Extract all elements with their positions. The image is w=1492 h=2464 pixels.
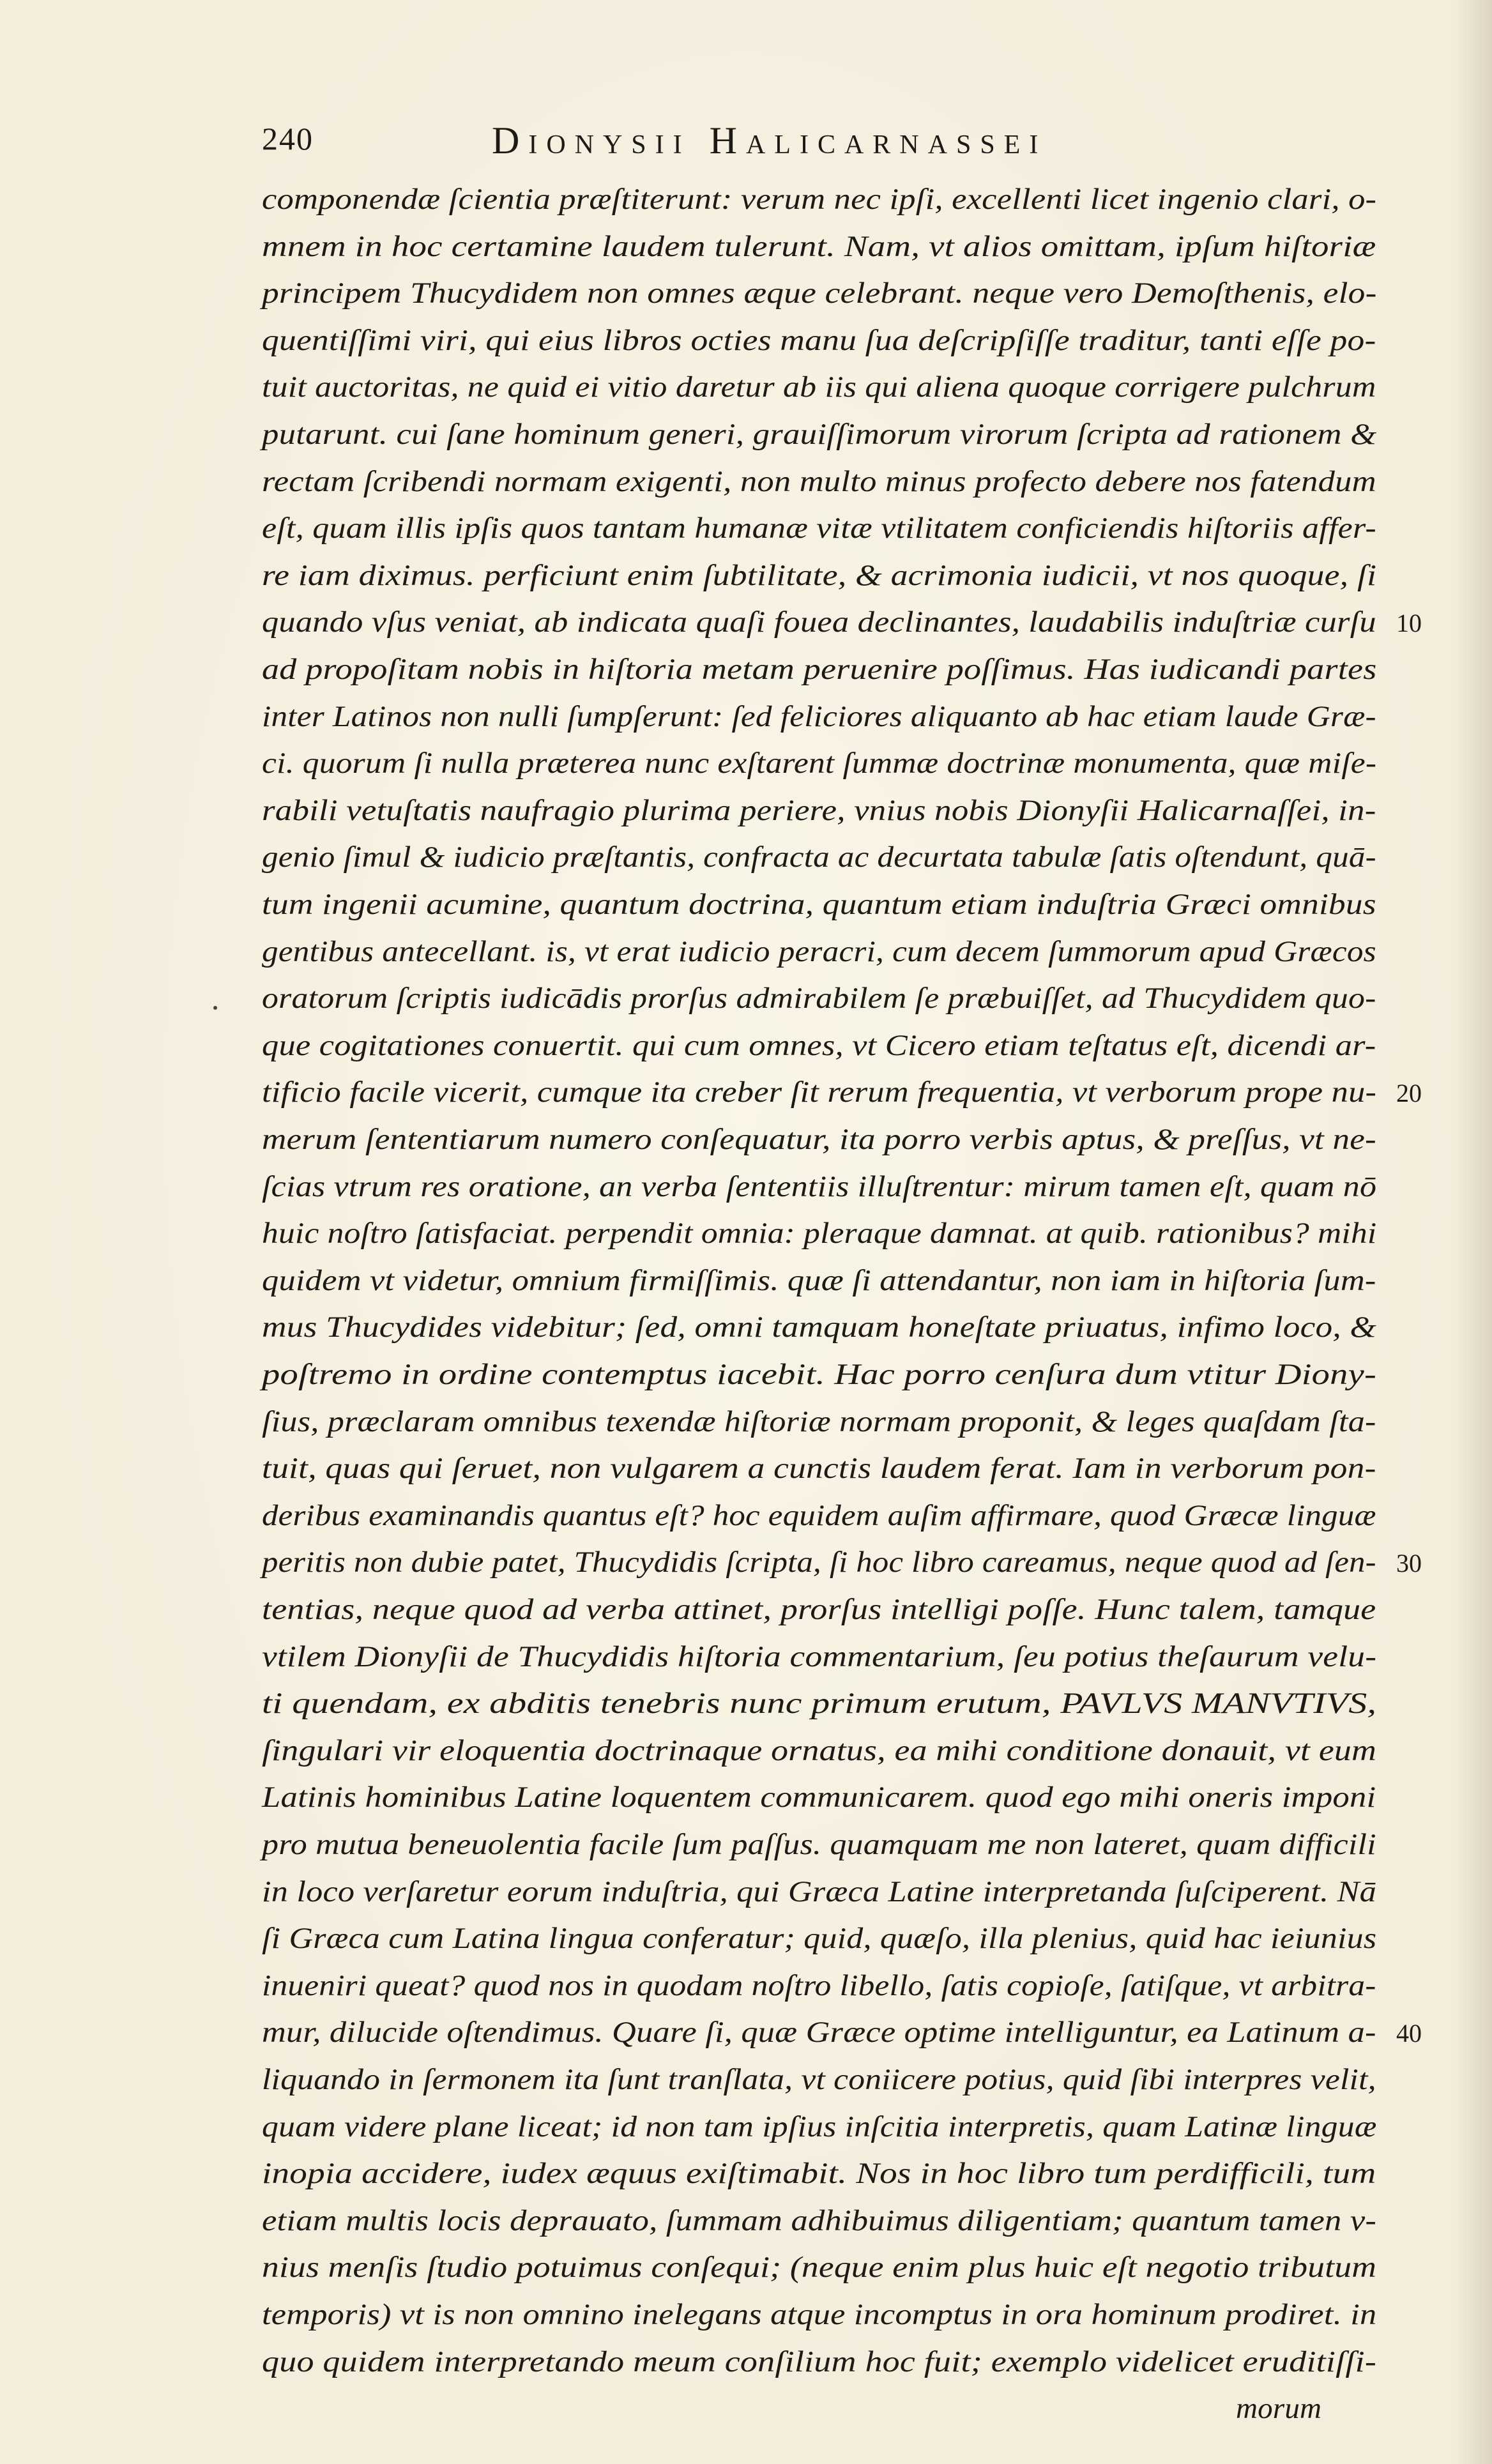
text-line: in loco verſaretur eorum induſtria, qui Græca Latine interpretanda ſuſciperent. Nā xyxy=(262,1875,1376,1908)
margin-line-number: 20 xyxy=(1396,1079,1422,1108)
text-line: tuit auctoritas, ne quid ei vitio daretur ab iis qui aliena quoque corrigere pulchrum xyxy=(262,370,1376,404)
text-line: quando vſus veniat, ab indicata quaſi fouea declinantes, laudabilis induſtriæ curſu xyxy=(262,605,1376,639)
running-title: Dionysii Halicarnassei xyxy=(492,119,1047,162)
text-line: peritis non dubie patet, Thucydidis ſcripta, ſi hoc libro careamus, neque quod ad ſen- xyxy=(262,1546,1376,1579)
text-line: nius menſis ſtudio potuimus conſequi; (neque enim plus huic eſt negotio tributum xyxy=(262,2251,1377,2285)
text-line: pro mutua beneuolentia facile ſum paſſus. quamquam me non lateret, quam difficili xyxy=(262,1828,1376,1861)
margin-line-number: 40 xyxy=(1396,2019,1422,2048)
text-line: quentiſſimi viri, qui eius libros octies manu ſua deſcripſiſſe traditur, tanti eſſe po- xyxy=(262,323,1376,357)
margin-line-number: 10 xyxy=(1396,609,1422,638)
margin-dot xyxy=(213,1006,217,1010)
text-line: ſcias vtrum res oratione, an verba ſententiis illuſtrentur: mirum tamen eſt, quam nō xyxy=(262,1169,1377,1203)
text-line: mnem in hoc certamine laudem tulerunt. Nam, vt alios omittam, ipſum hiſtoriæ xyxy=(262,229,1376,263)
text-line: tentias, neque quod ad verba attinet, prorſus intelligi poſſe. Hunc talem, tamque xyxy=(262,1593,1376,1626)
text-line: quidem vt videtur, omnium firmiſſimis. quæ ſi attendantur, non iam in hiſtoria ſum- xyxy=(262,1263,1376,1297)
text-line: eſt, quam illis ipſis quos tantam humanæ vitæ vtilitatem conficiendis hiſtoriis affer- xyxy=(262,512,1376,545)
text-line: inueniri queat? quod nos in quodam noſtro libello, ſatis copioſe, ſatiſque, vt arbitra- xyxy=(262,1968,1376,2002)
text-line: Latinis hominibus Latine loquentem communicarem. quod ego mihi oneris imponi xyxy=(262,1781,1376,1814)
text-line: quo quidem interpretando meum conſilium hoc fuit; exemplo videlicet eruditiſſi- xyxy=(262,2345,1377,2378)
catchword: morum xyxy=(1236,2392,1322,2426)
text-line: temporis) vt is non omnino inelegans atque incomptus in ora hominum prodiret. in xyxy=(262,2298,1377,2331)
text-line: ſius, præclaram omnibus texendæ hiſtoriæ normam proponit, & leges quaſdam ſta- xyxy=(262,1404,1376,1438)
text-line: ſi Græca cum Latina lingua conferatur; quid, quæſo, illa plenius, quid hac ieiunius xyxy=(262,1922,1377,1956)
text-line: mur, dilucide oſtendimus. Quare ſi, quæ Græce optime intelliguntur, ea Latinum a- xyxy=(262,2016,1376,2050)
text-line: ad propoſitam nobis in hiſtoria metam peruenire poſſimus. Has iudicandi partes xyxy=(262,653,1377,686)
text-line: ti quendam, ex abditis tenebris nunc primum erutum, PAVLVS MANVTIVS, xyxy=(262,1687,1377,1721)
text-line: re iam diximus. perficiunt enim ſubtilitate, & acrimonia iudicii, vt nos quoque, ſi xyxy=(262,558,1377,592)
text-line: genio ſimul & iudicio præſtantis, confracta ac decurtata tabulæ ſatis oſtendunt, quā- xyxy=(262,840,1376,874)
text-line: tificio facile vicerit, cumque ita creber ſit rerum frequentia, vt verborum prope nu- xyxy=(262,1076,1377,1109)
text-line: ci. quorum ſi nulla præterea nunc exſtarent ſummæ doctrinæ monumenta, quæ miſe- xyxy=(262,747,1377,780)
text-line: quam videre plane liceat; id non tam ipſius inſcitia interpretis, quam Latinæ linguæ xyxy=(262,2110,1377,2143)
text-line: ſingulari vir eloquentia doctrinaque ornatus, ea mihi conditione donauit, vt eum xyxy=(262,1733,1377,1767)
text-line: vtilem Dionyſii de Thucydidis hiſtoria commentarium, ſeu potius theſaurum velu- xyxy=(262,1639,1377,1673)
text-line: merum ſententiarum numero conſequatur, ita porro verbis aptus, & preſſus, vt ne- xyxy=(262,1123,1376,1156)
text-line: huic noſtro ſatisfaciat. perpendit omnia: pleraque damnat. at quib. rationibus? mihi xyxy=(262,1217,1377,1251)
text-line: etiam multis locis deprauato, ſummam adhibuimus diligentiam; quantum tamen v- xyxy=(262,2203,1377,2237)
page-header xyxy=(262,120,1348,165)
text-line: mus Thucydides videbitur; ſed, omni tamquam honeſtate priuatus, infimo loco, & xyxy=(262,1311,1377,1344)
page-number: 240 xyxy=(262,121,314,156)
text-line: oratorum ſcriptis iudicādis prorſus admirabilem ſe præbuiſſet, ad Thucydidem quo- xyxy=(262,982,1376,1015)
text-line: inopia accidere, iudex æquus exiſtimabit. Nos in hoc libro tum perdifficili, tum xyxy=(262,2157,1376,2191)
text-line: rabili vetuſtatis naufragio plurima periere, vnius nobis Dionyſii Halicarnaſſei, in- xyxy=(262,793,1376,827)
text-line: liquando in ſermonem ita ſunt tranſlata, vt coniicere potius, quid ſibi interpres velit, xyxy=(262,2063,1376,2096)
margin-line-number: 30 xyxy=(1396,1549,1422,1578)
text-line: poſtremo in ordine contemptus iacebit. Hac porro cenſura dum vtitur Diony- xyxy=(262,1358,1377,1391)
text-line: gentibus antecellant. is, vt erat iudicio peracri, cum decem ſummorum apud Græcos xyxy=(262,934,1376,968)
text-line: deribus examinandis quantus eſt? hoc equidem auſim affirmare, quod Græcæ linguæ xyxy=(262,1498,1376,1532)
text-line: tuit, quas qui ſeruet, non vulgarem a cunctis laudem ferat. Iam in verborum pon- xyxy=(262,1452,1376,1486)
text-line: que cogitationes conuertit. qui cum omnes, vt Cicero etiam teſtatus eſt, dicendi ar- xyxy=(262,1028,1376,1062)
text-line: tum ingenii acumine, quantum doctrina, quantum etiam induſtria Græci omnibus xyxy=(262,888,1376,921)
text-line: componendæ ſcientia præſtiterunt: verum nec ipſi, excellenti licet ingenio clari, o- xyxy=(262,183,1377,216)
page-gutter-shadow xyxy=(1454,0,1492,2464)
text-line: rectam ſcribendi normam exigenti, non multo minus profecto debere nos fatendum xyxy=(262,464,1376,498)
text-line: inter Latinos non nulli ſumpſerunt: ſed feliciores aliquanto ab hac etiam laude Græ- xyxy=(262,699,1376,733)
text-line: principem Thucydidem non omnes æque celebrant. neque vero Demoſthenis, elo- xyxy=(262,277,1377,310)
text-line: putarunt. cui ſane hominum generi, grauiſſimorum virorum ſcripta ad rationem & xyxy=(262,418,1377,451)
